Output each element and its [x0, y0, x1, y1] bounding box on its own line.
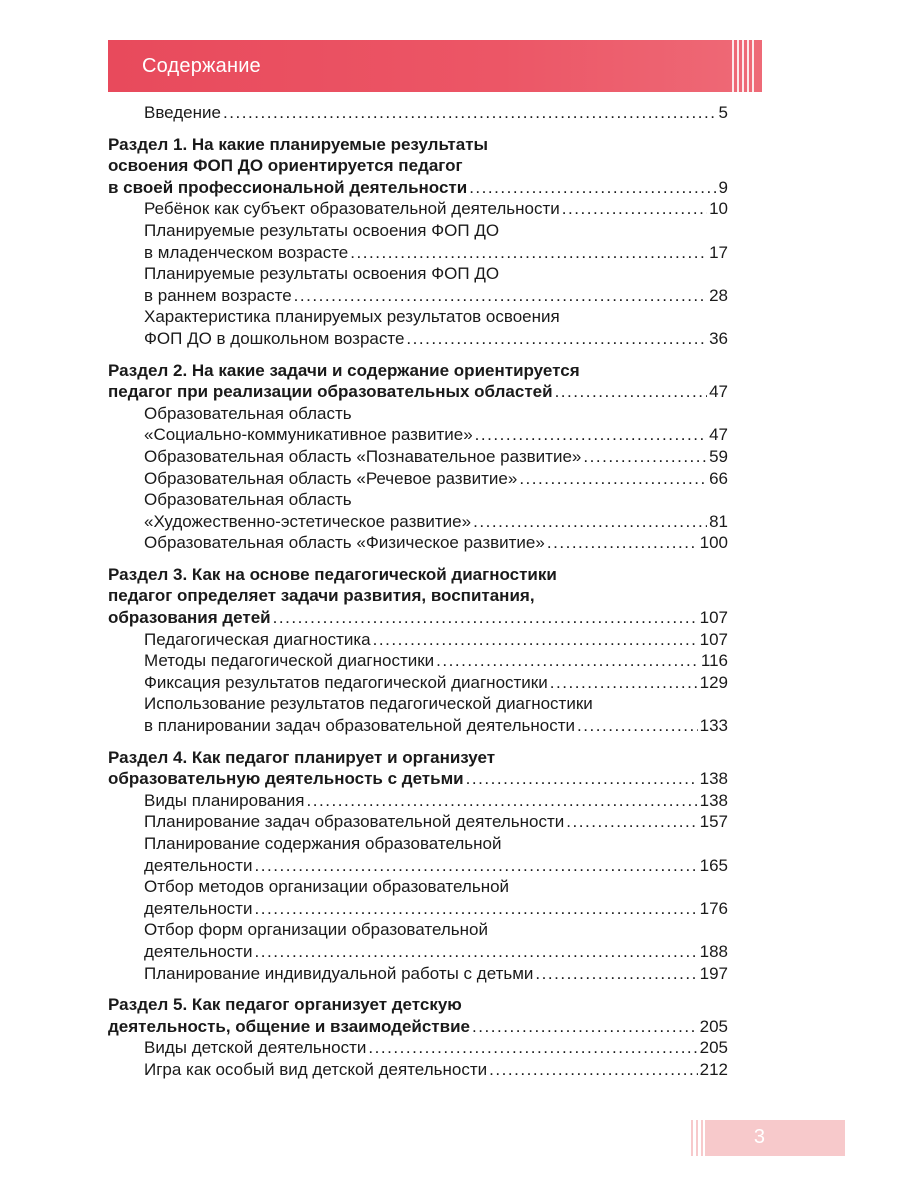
header-stripes-decoration [732, 40, 756, 92]
toc-page-number: 47 [709, 425, 728, 445]
toc-entry-line: деятельности [144, 941, 253, 961]
dot-leader [535, 963, 697, 985]
toc-page-number: 205 [699, 1016, 728, 1036]
toc-entry-line: Ребёнок как субъект образовательной деятельности [144, 199, 560, 219]
toc-subsection-entry[interactable] [108, 198, 728, 220]
toc-page-number: 129 [699, 672, 728, 692]
toc-entry-line: Раздел 1. На какие планируемые результаты [108, 134, 489, 154]
toc-entry-line: освоения ФОП ДО ориентируется педагог [108, 156, 463, 176]
dot-leader [223, 102, 717, 124]
toc-entry-row [144, 650, 728, 672]
toc-subsection-entry[interactable] [108, 403, 728, 446]
toc-subsection-entry[interactable] [108, 629, 728, 651]
toc-entry-row [144, 511, 728, 533]
toc-page-number: 165 [699, 855, 728, 875]
toc-page-number: 100 [699, 533, 728, 553]
toc-subsection-entry[interactable] [108, 532, 728, 554]
toc-entry-line: «Художественно-эстетическое развитие» [144, 511, 472, 531]
toc-entry-line: Игра как особый вид детской деятельности [144, 1059, 488, 1079]
toc-entry-line: Раздел 4. Как педагог планирует и организует [108, 747, 496, 767]
toc-entry-line: Раздел 2. На какие задачи и содержание ориентируется [108, 360, 580, 380]
toc-entry-line: образования детей [108, 608, 271, 628]
toc-entry-row [108, 768, 728, 790]
toc-entry-line: Использование результатов педагогической диагностики [144, 694, 593, 714]
toc-page-number: 5 [718, 103, 728, 122]
toc-entry-row [144, 468, 728, 490]
toc-entry-row [144, 629, 728, 651]
toc-entry-line: Методы педагогической диагностики [144, 651, 435, 671]
toc-entry-line: Введение [144, 103, 221, 122]
toc-entry-row [144, 790, 728, 812]
toc-subsection-entry[interactable] [108, 489, 728, 532]
page-number: 3 [753, 1126, 765, 1148]
toc-page-number: 28 [709, 285, 728, 305]
toc-entry-row [144, 963, 728, 985]
toc-page-number: 205 [699, 1038, 728, 1058]
header-bar [108, 40, 762, 92]
toc-entry-line: педагог при реализации образовательных областей [108, 382, 553, 402]
dot-leader [306, 790, 697, 812]
dot-leader [368, 1037, 697, 1059]
toc-subsection-entry[interactable] [108, 790, 728, 812]
toc-entry-line: деятельности [144, 898, 253, 918]
toc-page-number: 138 [699, 790, 728, 810]
toc-entry-row [108, 607, 728, 629]
toc-subsection-entry[interactable] [108, 220, 728, 263]
toc-entry-row [108, 1016, 728, 1038]
toc-entry-line: Образовательная область [144, 403, 352, 423]
toc-entry-row [144, 102, 728, 124]
toc-entry-line: Планирование задач образовательной деятельности [144, 812, 565, 832]
toc-entry-line: в раннем возрасте [144, 285, 292, 305]
toc-entry-row [144, 811, 728, 833]
dot-leader [547, 532, 698, 554]
toc-entry-line: в своей профессиональной деятельности [108, 177, 468, 197]
toc-entry-line: Раздел 3. Как на основе педагогической диагностики [108, 564, 557, 584]
toc-entry-line: Раздел 5. Как педагог организует детскую [108, 995, 462, 1015]
dot-leader [254, 941, 697, 963]
toc-entry-line: Образовательная область «Познавательное развитие» [144, 446, 582, 466]
dot-leader [350, 242, 707, 264]
toc-page-number: 212 [699, 1059, 728, 1079]
toc-entry-line: Виды планирования [144, 790, 305, 810]
toc-section-entry[interactable] [108, 747, 728, 790]
toc-subsection-entry[interactable] [108, 876, 728, 919]
toc-page-number: 36 [709, 328, 728, 348]
toc-entry-row [144, 715, 728, 737]
toc-entry-row [144, 1037, 728, 1059]
dot-leader [489, 1059, 698, 1081]
table-of-contents [108, 102, 728, 1081]
toc-entry-line: Планируемые результаты освоения ФОП ДО [144, 264, 500, 284]
toc-page-number: 107 [699, 608, 728, 628]
dot-leader [583, 446, 707, 468]
toc-entry-row [108, 381, 728, 403]
toc-entry-row [144, 424, 728, 446]
toc-subsection-entry[interactable] [108, 833, 728, 876]
dot-leader [406, 328, 707, 350]
toc-page-number: 133 [699, 716, 728, 736]
toc-entry-row [108, 177, 728, 199]
dot-leader [373, 629, 698, 651]
toc-section-entry[interactable] [108, 360, 728, 403]
toc-page-number: 47 [709, 382, 728, 402]
dot-leader [436, 650, 699, 672]
dot-leader [519, 468, 707, 490]
dot-leader [562, 198, 707, 220]
toc-page-number: 66 [709, 468, 728, 488]
toc-entry-row [144, 198, 728, 220]
toc-entry-line: Планирование индивидуальной работы с детьми [144, 963, 534, 983]
dot-leader [254, 898, 697, 920]
toc-section-entry[interactable] [108, 134, 728, 199]
toc-section-entry[interactable] [108, 564, 728, 629]
toc-entry-line: Образовательная область [144, 490, 352, 510]
toc-subsection-entry[interactable] [108, 650, 728, 672]
toc-page-number: 17 [709, 242, 728, 262]
toc-entry-row [144, 328, 728, 350]
toc-entry-line: «Социально-коммуникативное развитие» [144, 425, 473, 445]
toc-page-number: 188 [699, 941, 728, 961]
dot-leader [273, 607, 698, 629]
toc-entry-line: деятельности [144, 855, 253, 875]
toc-entry-row [144, 855, 728, 877]
dot-leader [577, 715, 698, 737]
toc-page-number: 176 [699, 898, 728, 918]
toc-entry-line: Отбор методов организации образовательной [144, 877, 510, 897]
dot-leader [555, 381, 708, 403]
toc-entry-line: Педагогическая диагностика [144, 629, 371, 649]
dot-leader [254, 855, 697, 877]
toc-subsection-entry[interactable] [108, 263, 728, 306]
dot-leader [469, 177, 716, 199]
toc-page-number: 59 [709, 446, 728, 466]
toc-entry-line: Отбор форм организации образовательной [144, 920, 488, 940]
toc-entry-row [144, 242, 728, 264]
toc-entry-line: Планируемые результаты освоения ФОП ДО [144, 220, 500, 240]
toc-entry-line: образовательную деятельность с детьми [108, 769, 464, 789]
toc-entry-line: педагог определяет задачи развития, воспитания, [108, 586, 535, 606]
toc-entry-line: деятельность, общение и взаимодействие [108, 1016, 470, 1036]
toc-subsection-entry[interactable] [108, 102, 728, 124]
page-title: Содержание [142, 55, 261, 77]
dot-leader [472, 1016, 698, 1038]
toc-page-number: 9 [718, 177, 728, 197]
toc-entry-line: ФОП ДО в дошкольном возрасте [144, 328, 405, 348]
dot-leader [550, 672, 698, 694]
toc-entry-line: в планировании задач образовательной деятельности [144, 716, 576, 736]
toc-entry-line: Планирование содержания образовательной [144, 834, 502, 853]
toc-subsection-entry[interactable] [108, 306, 728, 349]
toc-entry-row [144, 1059, 728, 1081]
toc-entry-row [144, 532, 728, 554]
toc-page-number: 157 [699, 812, 728, 832]
dot-leader [475, 424, 707, 446]
toc-page-number: 116 [700, 651, 728, 671]
toc-subsection-entry[interactable] [108, 1059, 728, 1081]
toc-entry-row [144, 941, 728, 963]
toc-entry-line: Образовательная область «Речевое развитие» [144, 468, 518, 488]
toc-subsection-entry[interactable] [108, 811, 728, 833]
toc-page-number: 81 [709, 511, 728, 531]
toc-subsection-entry[interactable] [108, 672, 728, 694]
toc-entry-row [144, 446, 728, 468]
toc-entry-line: Виды детской деятельности [144, 1038, 367, 1058]
dot-leader [473, 511, 707, 533]
toc-section-entry[interactable] [108, 994, 728, 1037]
toc-entry-row [144, 285, 728, 307]
toc-entry-line: Фиксация результатов педагогической диагностики [144, 672, 548, 692]
toc-subsection-entry[interactable] [108, 919, 728, 962]
toc-page-number: 10 [709, 199, 728, 219]
dot-leader [566, 811, 697, 833]
toc-subsection-entry[interactable] [108, 1037, 728, 1059]
toc-page-number: 138 [699, 769, 728, 789]
dot-leader [466, 768, 698, 790]
toc-entry-line: в младенческом возрасте [144, 242, 349, 262]
page-number-tab [705, 1120, 845, 1156]
toc-page-number: 197 [699, 963, 728, 983]
toc-entry-row [144, 898, 728, 920]
toc-subsection-entry[interactable] [108, 963, 728, 985]
dot-leader [294, 285, 707, 307]
toc-subsection-entry[interactable] [108, 446, 728, 468]
toc-subsection-entry[interactable] [108, 468, 728, 490]
toc-subsection-entry[interactable] [108, 693, 728, 736]
toc-entry-line: Характеристика планируемых результатов освоения [144, 307, 560, 327]
toc-page-number: 107 [699, 629, 728, 649]
toc-entry-line: Образовательная область «Физическое развитие» [144, 533, 545, 553]
toc-entry-row [144, 672, 728, 694]
